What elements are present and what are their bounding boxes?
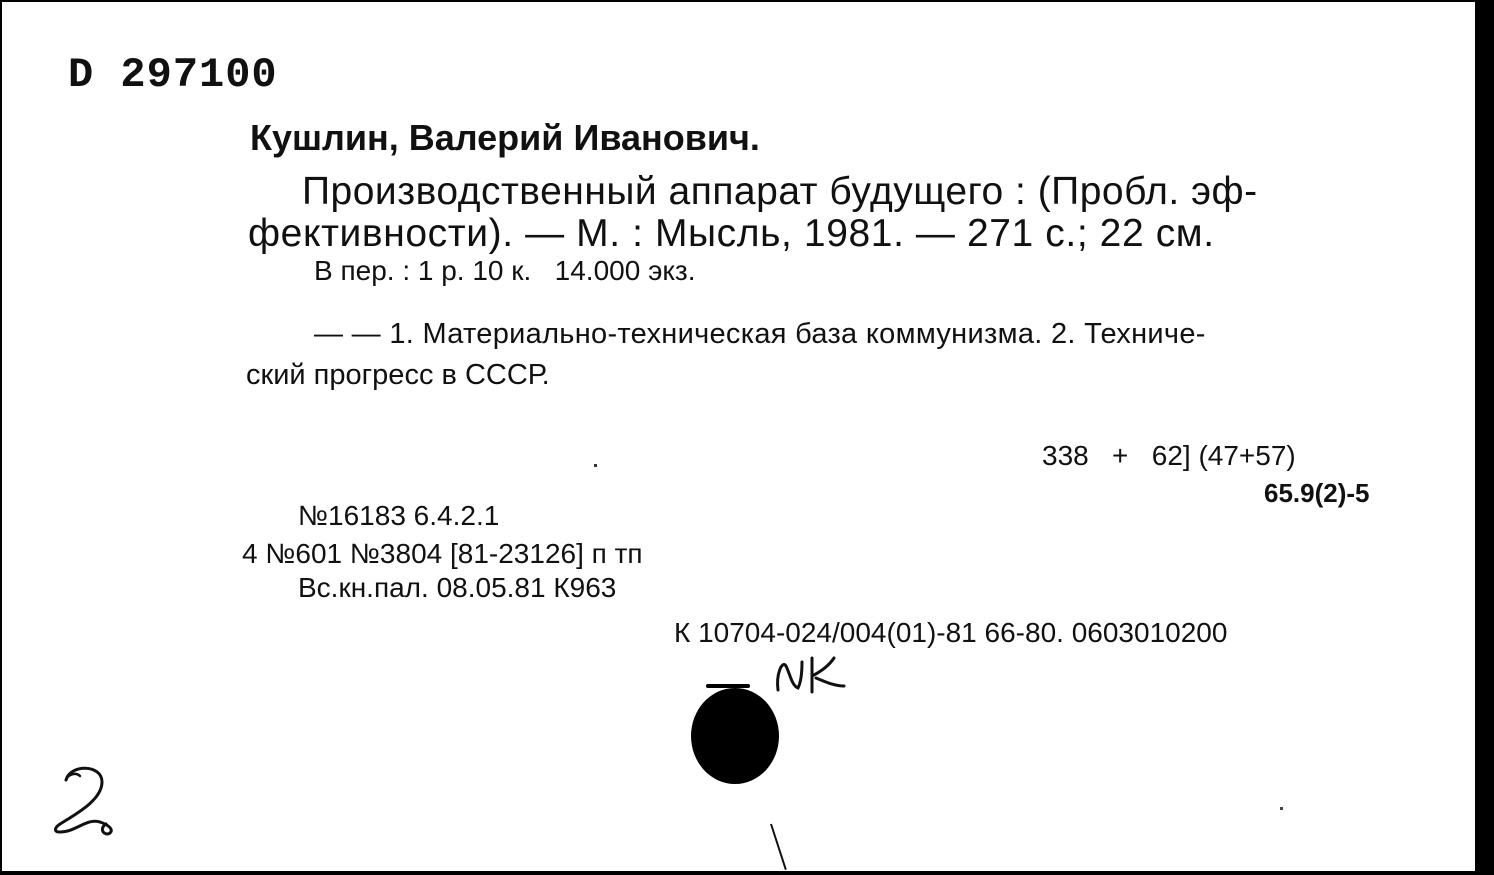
scan-speck-right (1280, 807, 1283, 810)
title-line-1: Производственный аппарат будущего : (Пробл. эф- (302, 170, 1258, 213)
title-line-2: фективности). — М. : Мысль, 1981. — 271 с.; 22 см. (248, 212, 1215, 255)
record-line-2: 4 №601 №3804 [81-23126] п тп (242, 538, 643, 569)
handwritten-number-2 (46, 762, 126, 837)
book-chamber-line: Вс.кн.пал. 08.05.81 К963 (298, 572, 617, 603)
subjects-line-1: — — 1. Материально-техническая база коммунизма. 2. Техниче- (314, 318, 1206, 350)
catalog-card (2, 2, 1478, 871)
handwritten-initials-nk (772, 652, 852, 697)
record-number: №16183 6.4.2.1 (298, 500, 500, 531)
price-line: В пер. : 1 р. 10 к. 14.000 экз. (314, 255, 696, 286)
code-line: К 10704-024/004(01)-81 66-80. 0603010200 (674, 617, 1228, 648)
author-heading: Кушлин, Валерий Иванович. (250, 117, 760, 158)
classification-bbk: 65.9(2)-5 (1264, 478, 1370, 508)
scan-specks (594, 464, 597, 467)
classification-udc: 338 + 62] (47+57) (1042, 440, 1296, 471)
punch-hole (691, 688, 779, 784)
subjects-line-2: ский прогресс в СССР. (246, 359, 550, 391)
punch-hole-notch (706, 684, 750, 688)
catalog-number: D 297100 (68, 51, 278, 99)
scan-scratch (770, 824, 787, 870)
